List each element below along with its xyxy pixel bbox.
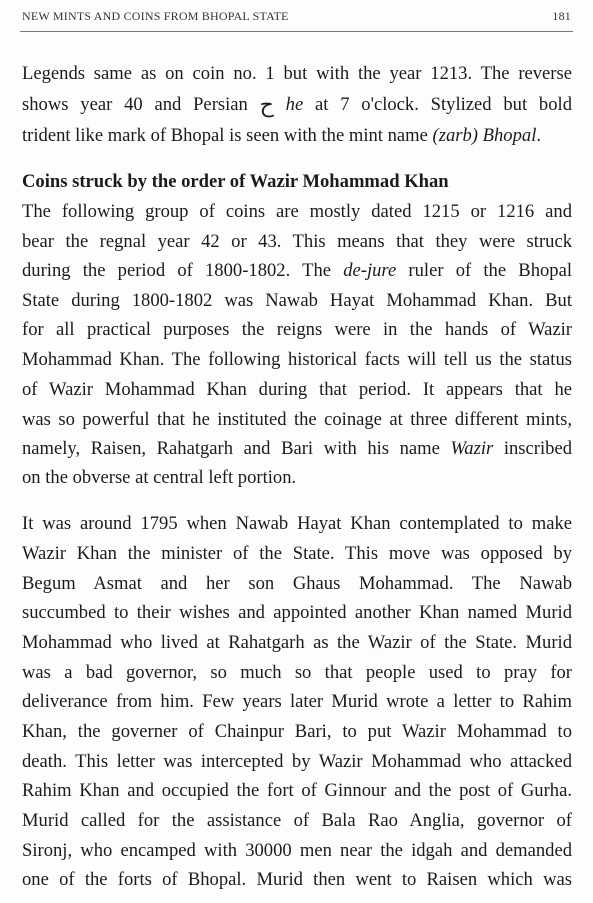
header-rule xyxy=(20,31,573,32)
text: . xyxy=(536,125,542,146)
p2-line-10: on the obverse at central left portion. xyxy=(22,467,297,488)
p2-line-7: of Wazir Mohammad Khan during that period. It appears that he xyxy=(22,379,572,400)
italic-term: de-jure xyxy=(343,260,397,281)
p3-line-5: Mohammad who lived at Rahatgarh as the Wazir of the State. Murid xyxy=(22,632,572,653)
p3-line-7: deliverance from him. Few years later Murid wrote a letter to Rahim xyxy=(22,691,572,712)
page-header xyxy=(22,6,571,26)
text: trident like mark of Bhopal is seen with the mint name xyxy=(22,125,428,146)
p3-line-1: It was around 1795 when Nawab Hayat Khan contemplated to make xyxy=(22,513,572,534)
p1-line-3 xyxy=(22,124,572,148)
p3-line-10: Rahim Khan and occupied the fort of Ginnour and the post of Gurha. xyxy=(22,780,572,801)
p3-line-8: Khan, the governer of Chainpur Bari, to put Wazir Mohammad to xyxy=(22,721,572,742)
p3-line-9: death. This letter was intercepted by Wazir Mohammad who attacked xyxy=(22,751,572,772)
text: shows year 40 and Persian xyxy=(22,94,248,115)
page-number: 181 xyxy=(552,8,571,23)
p2-line-9 xyxy=(22,437,572,461)
p3-line-12: Sironj, who encamped with 30000 men near the idgah and demanded xyxy=(22,840,572,861)
text: Legends same as on coin no. 1 but with the year 1213. The reverse xyxy=(22,63,572,84)
p1-line-2 xyxy=(22,93,572,118)
p2-line-8: was so powerful that he instituted the coinage at three different mints, xyxy=(22,409,572,430)
text: during the period of 1800-1802. The xyxy=(22,260,331,281)
section-heading: Coins struck by the order of Wazir Mohammad Khan xyxy=(22,171,449,192)
p3-line-11: Murid called for the assistance of Bala Rao Anglia, governor of xyxy=(22,810,572,831)
italic-term: he xyxy=(285,94,304,115)
p3-line-6: was a bad governor, so much so that people used to pray for xyxy=(22,662,572,683)
p3-line-13: one of the forts of Bhopal. Murid then went to Raisen which was xyxy=(22,869,572,890)
running-title: NEW MINTS AND COINS FROM BHOPAL STATE xyxy=(22,8,289,23)
p2-line-1: The following group of coins are mostly dated 1215 or 1216 and xyxy=(22,201,572,222)
p3-line-4: succumbed to their wishes and appointed another Khan named Murid xyxy=(22,602,572,623)
persian-he-glyph: ح xyxy=(259,93,274,118)
p2-line-2: bear the regnal year 42 or 43. This means that they were struck xyxy=(22,231,572,252)
p2-line-5: for all practical purposes the reigns were in the hands of Wazir xyxy=(22,319,572,340)
text: at 7 o'clock. Stylized but bold xyxy=(315,94,572,115)
p2-line-4: State during 1800-1802 was Nawab Hayat Mohammad Khan. But xyxy=(22,290,572,311)
p3-line-2: Wazir Khan the minister of the State. This move was opposed by xyxy=(22,543,572,564)
text: namely, Raisen, Rahatgarh and Bari with his name xyxy=(22,438,440,459)
p1-line-1 xyxy=(22,62,572,86)
text: ruler of the Bhopal xyxy=(408,260,573,281)
italic-term: (zarb) Bhopal xyxy=(432,125,537,146)
p2-line-6: Mohammad Khan. The following historical facts will tell us the status xyxy=(22,349,572,370)
italic-term: Wazir xyxy=(450,438,494,459)
p2-line-3 xyxy=(22,259,572,283)
text: inscribed xyxy=(503,438,572,459)
p3-line-3: Begum Asmat and her son Ghaus Mohammad. The Nawab xyxy=(22,573,572,594)
